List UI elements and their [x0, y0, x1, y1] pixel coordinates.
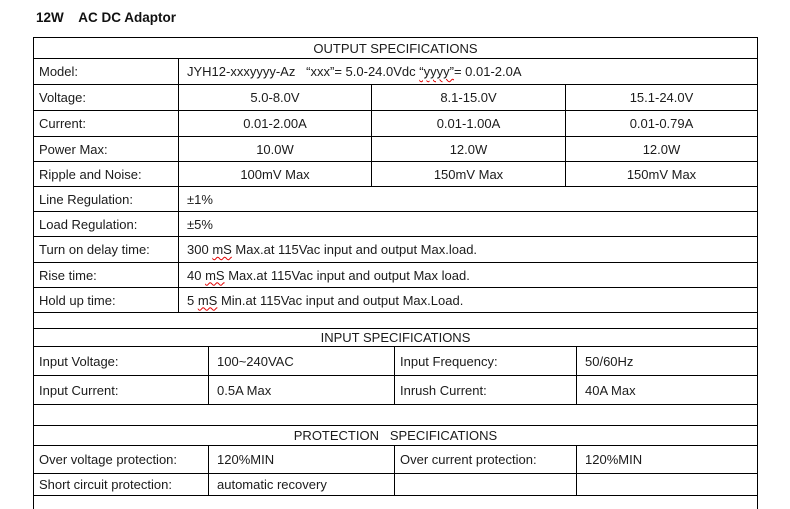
- load-regulation-row: [34, 212, 757, 237]
- input-voltage-value: 100~240VAC: [208, 347, 394, 375]
- turn-on-delay-suffix: Max.at 115Vac input and output Max.load.: [231, 242, 478, 257]
- ripple-noise-label: Ripple and Noise:: [39, 166, 142, 182]
- over-voltage-current-row: [34, 446, 757, 474]
- inrush-current-label: Inrush Current:: [394, 376, 576, 404]
- rise-time-value: [178, 263, 757, 287]
- over-voltage-protection-label: Over voltage protection:: [39, 452, 178, 467]
- line-regulation-value: [178, 187, 757, 211]
- hold-up-time-suffix: Min.at 115Vac input and output Max.Load.: [217, 292, 464, 308]
- spacer-row-clipped: [34, 496, 757, 509]
- turn-on-delay-value: [178, 237, 757, 262]
- voltage-range-2: 8.1-15.0V: [371, 85, 565, 110]
- input-section-header-row: [34, 329, 757, 347]
- input-voltage-label: Input Voltage:: [39, 353, 119, 369]
- short-circuit-row: [34, 474, 757, 496]
- inrush-current-value: 40A Max: [576, 376, 757, 404]
- line-regulation-label: Line Regulation:: [39, 191, 133, 207]
- current-row: [34, 111, 757, 137]
- input-current-label: Input Current:: [39, 382, 119, 398]
- empty-cell: [394, 474, 576, 495]
- protection-section-title: PROTECTION SPECIFICATIONS: [293, 428, 498, 443]
- ripple-noise-row: [34, 162, 757, 187]
- current-range-1: 0.01-2.00A: [178, 111, 371, 136]
- power-max-row: [34, 137, 757, 162]
- turn-on-delay-text: 300: [187, 242, 213, 257]
- model-label: Model:: [39, 64, 79, 79]
- specifications-table: [33, 37, 758, 509]
- current-range-2: 0.01-1.00A: [371, 111, 565, 136]
- input-frequency-label: Input Frequency:: [394, 347, 576, 375]
- ripple-noise-1: 100mV Max: [178, 162, 371, 186]
- voltage-label: Voltage:: [39, 90, 86, 105]
- voltage-row: [34, 85, 757, 111]
- over-current-protection-value: 120%MIN: [576, 446, 757, 473]
- output-section-header-row: [34, 38, 757, 59]
- rise-time-suffix: Max.at 115Vac input and output Max load.: [224, 267, 470, 283]
- over-voltage-protection-value: 120%MIN: [208, 446, 394, 473]
- hold-up-time-misspelled: mS: [197, 292, 218, 308]
- rise-time-misspelled: mS: [205, 267, 225, 283]
- spacer-row: [34, 405, 757, 426]
- hold-up-time-label: Hold up time:: [39, 292, 116, 308]
- empty-cell: [576, 474, 757, 495]
- model-value: [178, 59, 757, 84]
- rise-time-label: Rise time:: [39, 267, 97, 283]
- current-label: Current:: [39, 116, 86, 131]
- load-regulation-value: [178, 212, 757, 236]
- hold-up-time-text: 5: [187, 292, 198, 308]
- line-regulation-text: ±1%: [187, 191, 213, 207]
- voltage-range-3: 15.1-24.0V: [565, 85, 757, 110]
- voltage-range-1: 5.0-8.0V: [178, 85, 371, 110]
- ripple-noise-3: 150mV Max: [565, 162, 757, 186]
- input-current-inrush-row: [34, 376, 757, 405]
- model-value-prefix: JYH12-xxxyyyy-Az “xxx”= 5.0-24.0Vdc: [187, 64, 420, 79]
- rise-time-text: 40: [187, 267, 206, 283]
- ripple-noise-2: 150mV Max: [371, 162, 565, 186]
- current-range-3: 0.01-0.79A: [565, 111, 757, 136]
- load-regulation-text: ±5%: [187, 216, 213, 232]
- power-max-2: 12.0W: [371, 137, 565, 161]
- output-section-title: OUTPUT SPECIFICATIONS: [313, 40, 478, 56]
- model-value-suffix: = 0.01-2.0A: [453, 64, 522, 79]
- short-circuit-protection-label: Short circuit protection:: [39, 477, 172, 492]
- model-row: [34, 59, 757, 85]
- load-regulation-label: Load Regulation:: [39, 216, 138, 232]
- turn-on-delay-row: [34, 237, 757, 263]
- hold-up-time-value: [178, 288, 757, 312]
- protection-section-header-row: [34, 426, 757, 446]
- short-circuit-protection-value: automatic recovery: [208, 474, 394, 495]
- model-value-misspelled: “yyyy”: [419, 64, 454, 79]
- input-section-title: INPUT SPECIFICATIONS: [320, 330, 471, 345]
- rise-time-row: [34, 263, 757, 288]
- over-current-protection-label: Over current protection:: [394, 446, 576, 473]
- hold-up-time-row: [34, 288, 757, 313]
- power-max-label: Power Max:: [39, 141, 108, 157]
- input-current-value: 0.5A Max: [208, 376, 394, 404]
- document-title: 12W AC DC Adaptor: [36, 10, 177, 25]
- input-voltage-frequency-row: [34, 347, 757, 376]
- power-max-3: 12.0W: [565, 137, 757, 161]
- turn-on-delay-misspelled: mS: [212, 242, 232, 257]
- line-regulation-row: [34, 187, 757, 212]
- spacer-row: [34, 313, 757, 329]
- input-frequency-value: 50/60Hz: [576, 347, 757, 375]
- power-max-1: 10.0W: [178, 137, 371, 161]
- turn-on-delay-label: Turn on delay time:: [39, 242, 150, 257]
